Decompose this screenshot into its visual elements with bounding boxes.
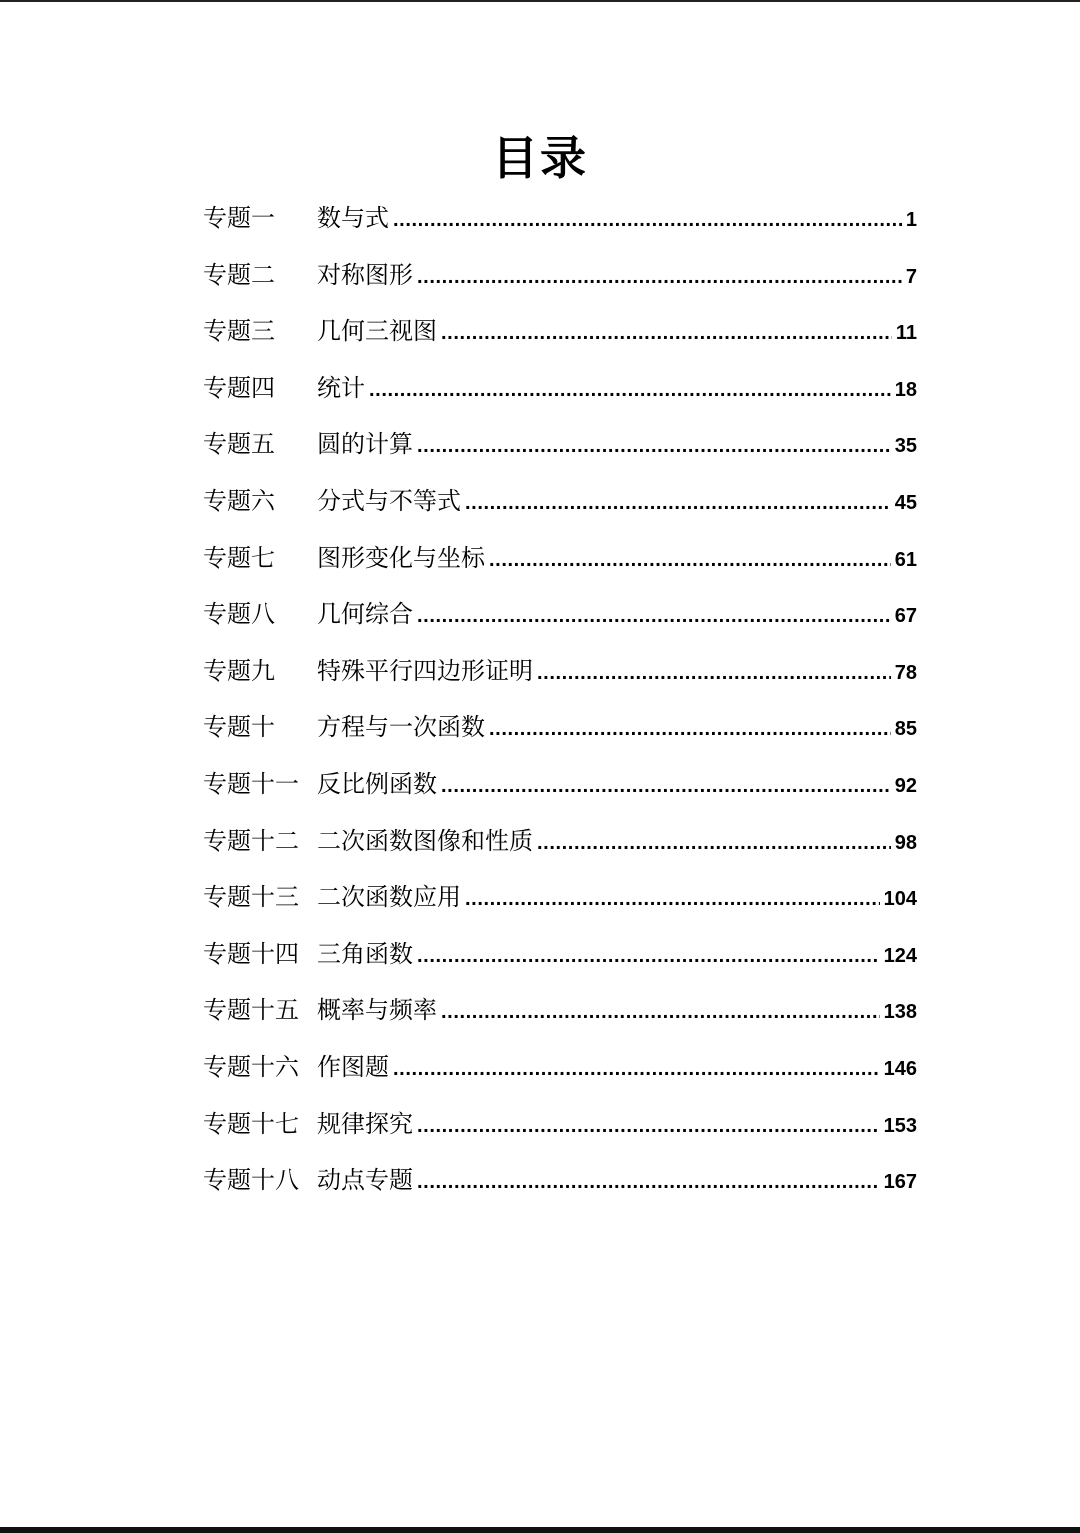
toc-entry-title: 动点专题 xyxy=(317,1166,413,1195)
toc-entry-page: 7 xyxy=(905,265,917,288)
toc-entry-page: 104 xyxy=(883,888,917,911)
toc-entry-page: 67 xyxy=(894,605,917,628)
toc-entry-page: 35 xyxy=(894,435,917,458)
toc-entry-page: 78 xyxy=(894,661,917,684)
toc-leader-dots xyxy=(465,481,891,525)
toc-leader-dots xyxy=(441,990,880,1034)
toc-leader-dots xyxy=(441,311,892,355)
toc-entry-title: 作图题 xyxy=(317,1052,389,1081)
toc-entry-title: 二次函数图像和性质 xyxy=(317,826,533,855)
toc-entry[interactable] xyxy=(203,1102,921,1159)
toc-entry[interactable] xyxy=(203,762,921,819)
toc-entry[interactable] xyxy=(203,309,921,366)
toc-leader-dots xyxy=(489,707,891,751)
toc-entry-number: 专题七 xyxy=(203,543,275,572)
toc-entry-title: 二次函数应用 xyxy=(317,883,461,912)
toc-leader-dots xyxy=(537,651,891,695)
toc-leader-dots xyxy=(441,764,891,808)
toc-entry-number: 专题四 xyxy=(203,373,275,402)
toc-leader-dots xyxy=(417,1104,880,1148)
toc-entry-number: 专题十六 xyxy=(203,1052,299,1081)
toc-entry[interactable] xyxy=(203,536,921,593)
toc-entry-page: 92 xyxy=(894,774,917,797)
toc-entry-title: 规律探究 xyxy=(317,1109,413,1138)
toc-entry-number: 专题十八 xyxy=(203,1166,299,1195)
page-title: 目录 xyxy=(492,131,588,185)
toc-entry-page: 124 xyxy=(883,944,917,967)
toc-entry-title: 数与式 xyxy=(317,204,389,232)
toc-entry-title: 特殊平行四边形证明 xyxy=(317,656,533,685)
toc-entry-number: 专题一 xyxy=(203,204,275,232)
toc-entry-number: 专题八 xyxy=(203,600,275,629)
toc-entry-number: 专题十一 xyxy=(203,769,299,798)
toc-leader-dots xyxy=(465,877,880,921)
toc-entry-number: 专题二 xyxy=(203,260,275,289)
table-of-contents xyxy=(203,196,921,1215)
toc-leader-dots xyxy=(417,934,880,978)
toc-entry[interactable] xyxy=(203,1045,921,1102)
toc-entry-title: 分式与不等式 xyxy=(317,486,461,515)
toc-entry[interactable] xyxy=(203,649,921,706)
toc-entry-number: 专题十 xyxy=(203,713,275,742)
toc-entry-page: 11 xyxy=(895,322,917,345)
toc-leader-dots xyxy=(489,538,891,582)
toc-entry-number: 专题十五 xyxy=(203,996,299,1025)
toc-entry-number: 专题十三 xyxy=(203,883,299,912)
toc-leader-dots xyxy=(417,1160,880,1204)
toc-entry[interactable] xyxy=(203,988,921,1045)
toc-entry-number: 专题六 xyxy=(203,486,275,515)
toc-leader-dots xyxy=(417,424,891,468)
toc-entry-page: 61 xyxy=(894,548,917,571)
toc-leader-dots xyxy=(417,594,891,638)
toc-leader-dots xyxy=(393,1047,880,1091)
toc-entry-page: 18 xyxy=(894,378,917,401)
toc-entry[interactable] xyxy=(203,819,921,876)
top-border xyxy=(0,0,1080,2)
toc-entry-title: 对称图形 xyxy=(317,260,413,289)
toc-entry[interactable] xyxy=(203,366,921,423)
toc-leader-dots xyxy=(417,255,902,299)
toc-entry[interactable] xyxy=(203,592,921,649)
toc-entry[interactable] xyxy=(203,253,921,310)
toc-entry-page: 167 xyxy=(883,1171,917,1194)
toc-entry-number: 专题十四 xyxy=(203,939,299,968)
toc-entry[interactable] xyxy=(203,196,921,253)
toc-entry[interactable] xyxy=(203,932,921,989)
toc-entry-page: 1 xyxy=(905,209,917,231)
toc-entry-title: 统计 xyxy=(317,373,365,402)
toc-entry-number: 专题十七 xyxy=(203,1109,299,1138)
toc-entry-number: 专题九 xyxy=(203,656,275,685)
toc-entry-title: 三角函数 xyxy=(317,939,413,968)
toc-entry-title: 概率与频率 xyxy=(317,996,437,1025)
toc-entry-number: 专题三 xyxy=(203,317,275,346)
toc-entry-title: 圆的计算 xyxy=(317,430,413,459)
toc-entry-page: 146 xyxy=(883,1057,917,1080)
toc-entry-title: 几何综合 xyxy=(317,600,413,629)
toc-entry[interactable] xyxy=(203,479,921,536)
toc-entry[interactable] xyxy=(203,875,921,932)
toc-entry[interactable] xyxy=(203,422,921,479)
toc-entry-number: 专题十二 xyxy=(203,826,299,855)
bottom-border xyxy=(0,1527,1080,1533)
toc-entry-title: 几何三视图 xyxy=(317,317,437,346)
toc-entry-page: 85 xyxy=(894,718,917,741)
toc-leader-dots xyxy=(369,368,891,412)
toc-entry-page: 98 xyxy=(894,831,917,854)
toc-entry-title: 方程与一次函数 xyxy=(317,713,485,742)
toc-entry-title: 反比例函数 xyxy=(317,769,437,798)
toc-entry[interactable] xyxy=(203,705,921,762)
toc-entry-title: 图形变化与坐标 xyxy=(317,543,485,572)
toc-leader-dots xyxy=(537,821,891,865)
toc-leader-dots xyxy=(393,198,902,242)
toc-entry-page: 45 xyxy=(894,491,917,514)
toc-entry[interactable] xyxy=(203,1158,921,1215)
toc-entry-page: 138 xyxy=(883,1001,917,1024)
toc-entry-number: 专题五 xyxy=(203,430,275,459)
toc-entry-page: 153 xyxy=(883,1114,917,1137)
